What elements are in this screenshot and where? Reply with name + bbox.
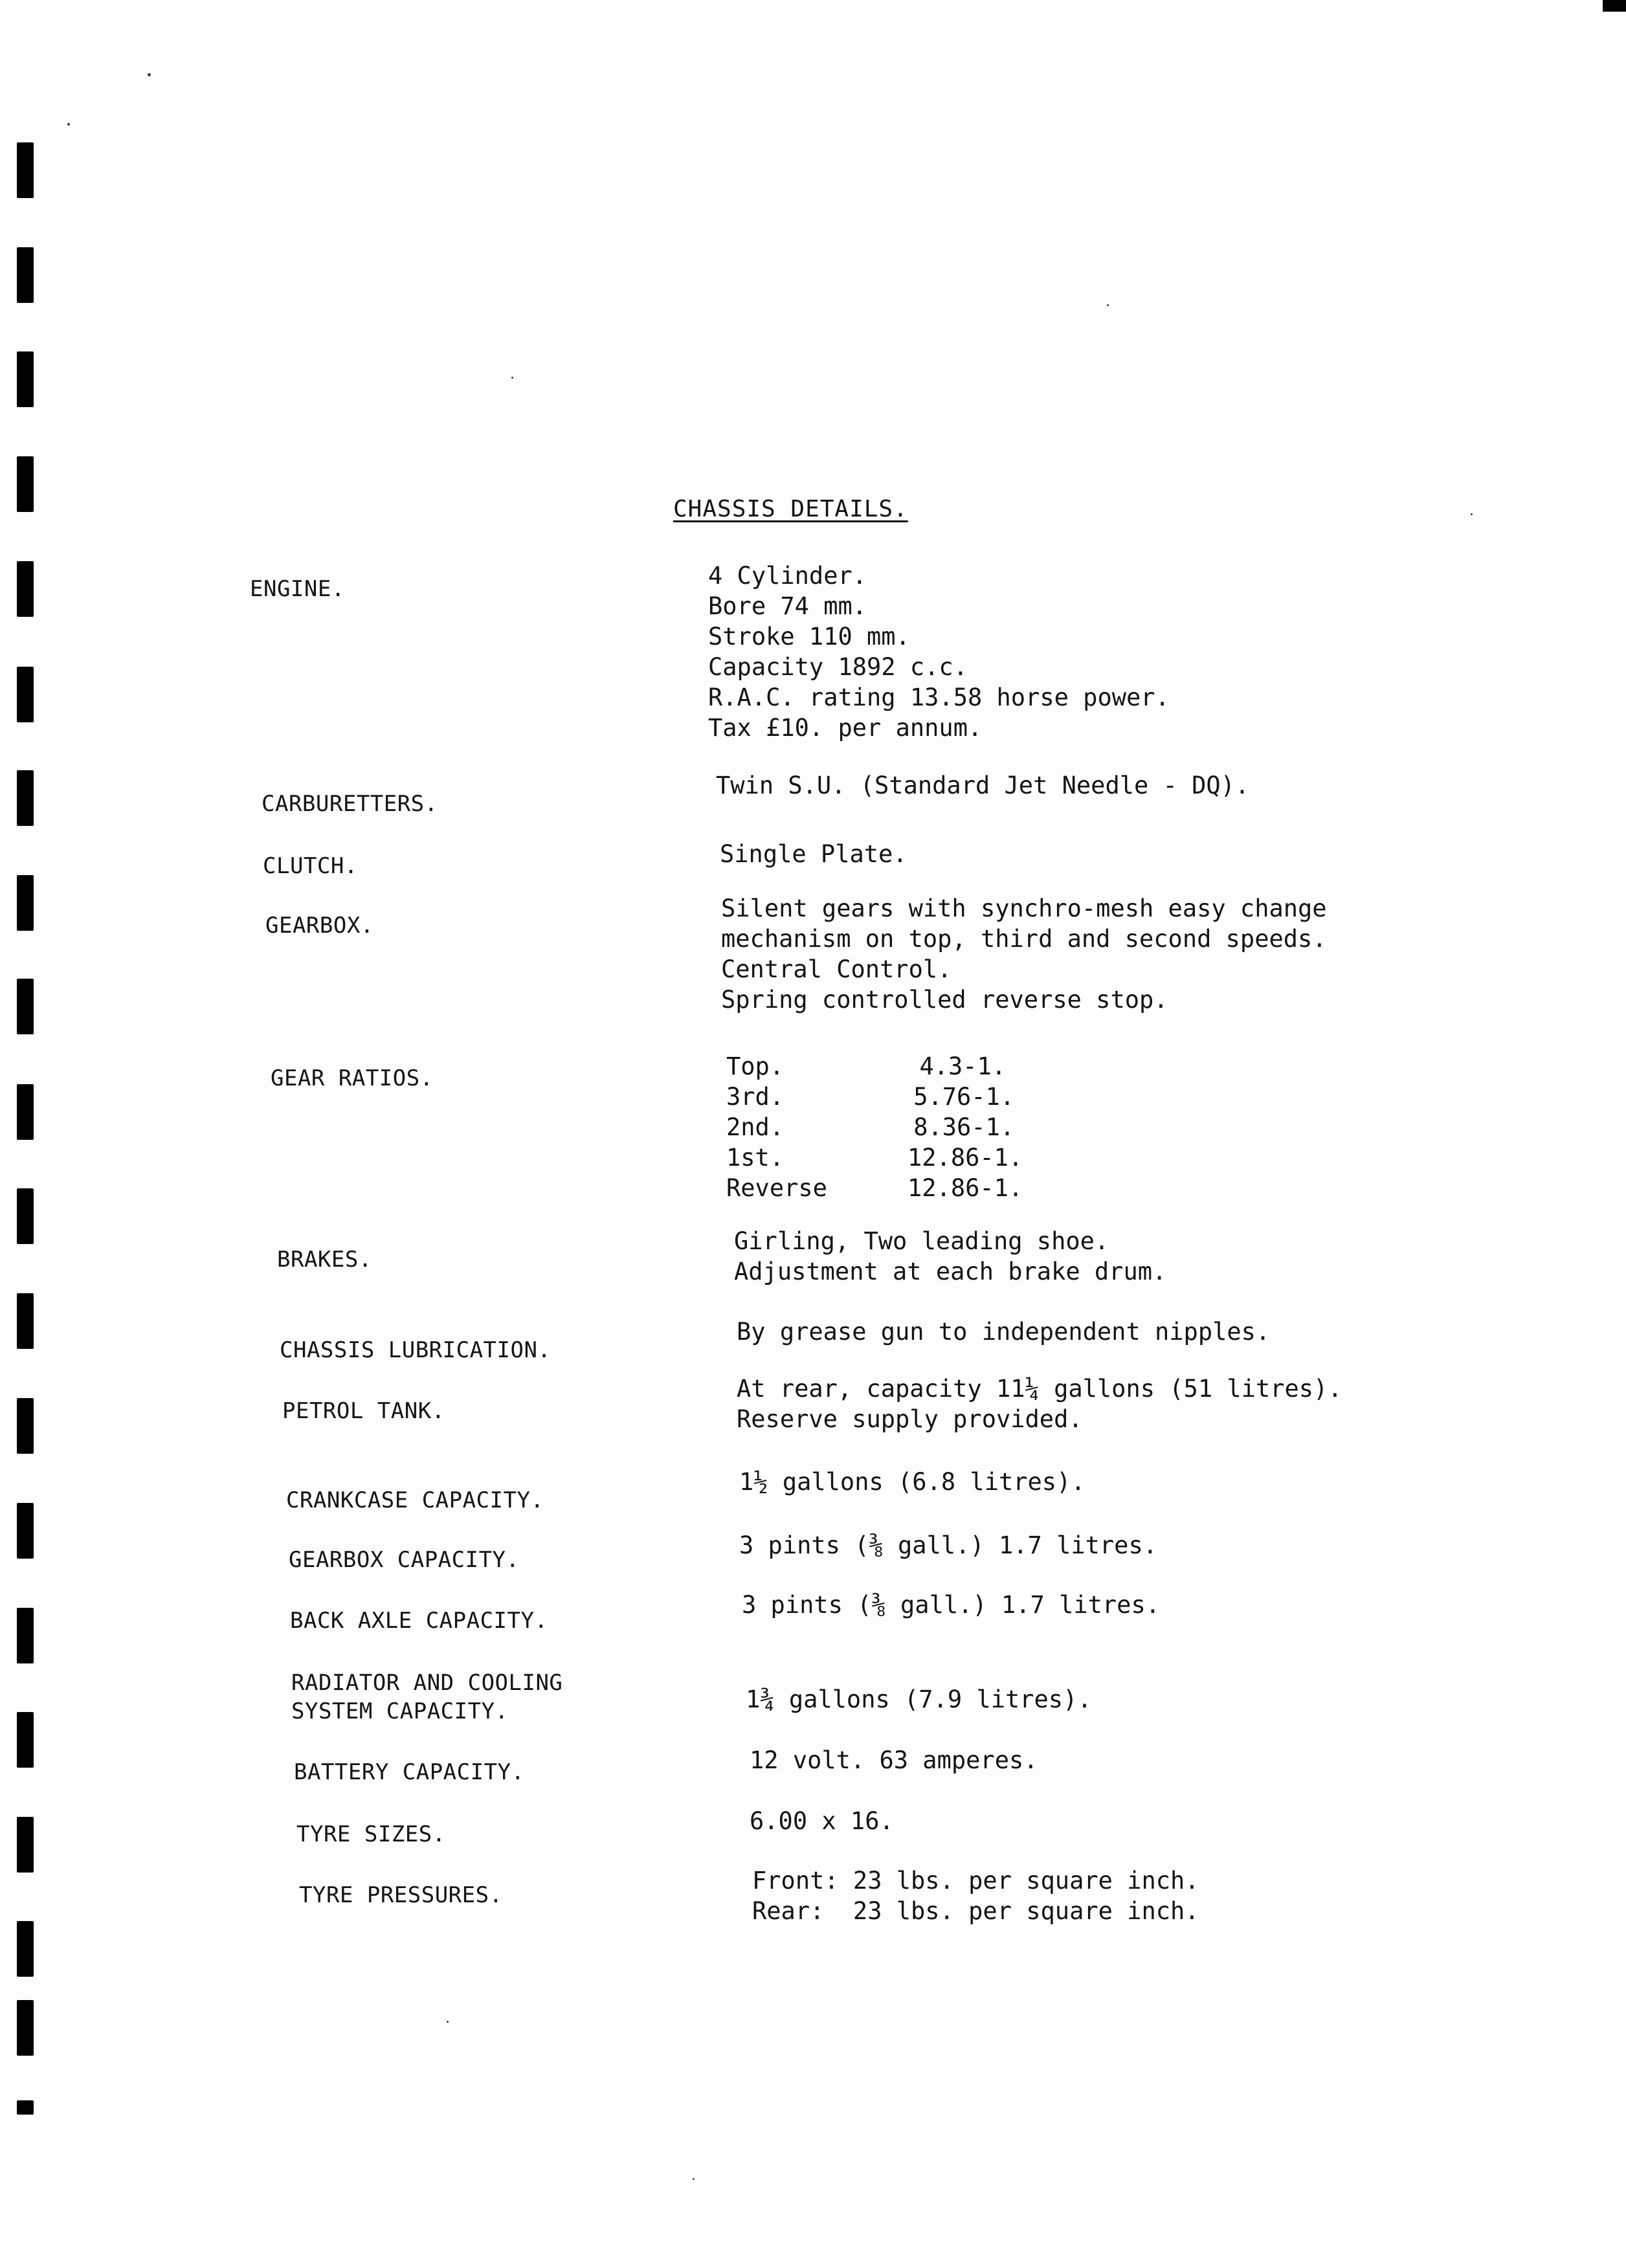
tyre-pressures-label: TYRE PRESSURES. — [299, 1882, 503, 1908]
binding-hole — [17, 1293, 34, 1349]
brakes-details — [734, 1226, 1166, 1287]
clutch-label: CLUTCH. — [263, 853, 358, 879]
gearbox-capacity-label: GEARBOX CAPACITY. — [289, 1547, 520, 1573]
binding-hole — [17, 1817, 34, 1873]
clutch-value: Single Plate. — [720, 840, 908, 868]
binding-hole — [17, 1712, 34, 1768]
gear-name: 1st. — [726, 1144, 785, 1172]
petrol-tank-label: PETROL TANK. — [282, 1398, 445, 1424]
speck — [511, 377, 513, 379]
engine-line: Stroke 110 mm. — [708, 623, 910, 650]
tyre-sizes-label: TYRE SIZES. — [296, 1821, 446, 1847]
gear-name: 2nd. — [726, 1113, 785, 1141]
chassis-lubrication-label: CHASSIS LUBRICATION. — [280, 1337, 551, 1363]
binding-hole — [17, 875, 34, 931]
engine-line: Capacity 1892 c.c. — [708, 653, 968, 681]
binding-hole — [17, 1608, 34, 1663]
petrol-tank-details — [737, 1373, 1342, 1434]
page-title: CHASSIS DETAILS. — [673, 496, 908, 522]
binding-hole — [17, 2100, 34, 2115]
chassis-lubrication-value: By grease gun to independent nipples. — [737, 1318, 1271, 1346]
gear-name: 3rd. — [726, 1083, 785, 1111]
speck — [447, 2021, 449, 2023]
radiator-capacity-value: 1¾ gallons (7.9 litres). — [746, 1685, 1092, 1713]
gearbox-line: Central Control. — [721, 955, 952, 983]
carburetters-label: CARBURETTERS. — [262, 791, 438, 817]
binding-hole — [17, 1503, 34, 1559]
binding-hole — [17, 142, 34, 198]
binding-hole — [17, 2000, 34, 2056]
gear-ratio: 4.3-1. — [919, 1052, 1007, 1080]
speck — [67, 123, 70, 126]
engine-line: Tax £10. per annum. — [708, 714, 983, 742]
binding-hole — [17, 561, 34, 617]
speck — [693, 2178, 695, 2180]
gear-ratio: 8.36-1. — [913, 1113, 1015, 1141]
tyre-pressures-details — [752, 1865, 1199, 1926]
binding-hole — [17, 247, 34, 303]
battery-capacity-value: 12 volt. 63 amperes. — [750, 1746, 1038, 1774]
brakes-label: BRAKES. — [277, 1247, 372, 1273]
tyre-pressure-line: Front: 23 lbs. per square inch. — [752, 1867, 1199, 1895]
radiator-label-line: RADIATOR AND COOLING — [291, 1670, 563, 1696]
gear-name: Reverse — [726, 1174, 827, 1202]
tyre-sizes-value: 6.00 x 16. — [750, 1807, 894, 1835]
gearbox-label: GEARBOX. — [265, 913, 374, 939]
battery-capacity-label: BATTERY CAPACITY. — [294, 1759, 525, 1785]
gear-ratio-row — [726, 1082, 1063, 1112]
binding-hole — [17, 1398, 34, 1454]
binding-hole — [17, 351, 34, 407]
tyre-pressure-line: Rear: 23 lbs. per square inch. — [752, 1897, 1199, 1925]
crankcase-capacity-label: CRANKCASE CAPACITY. — [286, 1487, 544, 1513]
binding-hole — [17, 770, 34, 826]
back-axle-capacity-label: BACK AXLE CAPACITY. — [290, 1608, 548, 1634]
corner-mark — [1603, 0, 1626, 12]
gear-ratio-row — [726, 1142, 1063, 1173]
binding-hole — [17, 1084, 34, 1140]
brakes-line: Girling, Two leading shoe. — [734, 1227, 1109, 1255]
gear-ratio: 5.76-1. — [913, 1083, 1015, 1111]
gearbox-capacity-value: 3 pints (⅜ gall.) 1.7 litres. — [739, 1531, 1158, 1559]
gear-ratio-row — [726, 1112, 1063, 1142]
binding-hole — [17, 979, 34, 1034]
radiator-capacity-label — [291, 1669, 562, 1726]
engine-line: R.A.C. rating 13.58 horse power. — [708, 684, 1170, 711]
engine-label: ENGINE. — [250, 576, 345, 602]
back-axle-capacity-value: 3 pints (⅜ gall.) 1.7 litres. — [742, 1591, 1161, 1619]
gear-ratio-row — [726, 1051, 1063, 1082]
crankcase-capacity-value: 1½ gallons (6.8 litres). — [739, 1468, 1086, 1496]
brakes-line: Adjustment at each brake drum. — [734, 1258, 1167, 1285]
binding-hole — [17, 667, 34, 722]
binding-hole — [17, 1921, 34, 1977]
gearbox-details — [721, 893, 1327, 1015]
gear-ratio-row — [726, 1173, 1063, 1203]
gearbox-line: Silent gears with synchro-mesh easy change — [721, 895, 1327, 922]
gearbox-line: mechanism on top, third and second speeds. — [721, 925, 1327, 953]
engine-line: Bore 74 mm. — [708, 592, 867, 620]
engine-details — [708, 561, 1170, 743]
binding-hole — [17, 456, 34, 512]
speck — [1471, 513, 1473, 515]
petrol-tank-line: Reserve supply provided. — [737, 1405, 1083, 1433]
binding-hole — [17, 1188, 34, 1244]
carburetters-value: Twin S.U. (Standard Jet Needle - DQ). — [716, 772, 1250, 799]
gearbox-line: Spring controlled reverse stop. — [721, 986, 1168, 1014]
petrol-tank-line: At rear, capacity 11¼ gallons (51 litres). — [737, 1375, 1342, 1403]
gear-ratio: 12.86-1. — [908, 1174, 1023, 1202]
radiator-label-line: SYSTEM CAPACITY. — [291, 1698, 509, 1724]
speck — [148, 73, 151, 76]
gear-name: Top. — [726, 1052, 785, 1080]
gear-ratio: 12.86-1. — [908, 1144, 1023, 1172]
speck — [1107, 304, 1109, 306]
binding-holes — [17, 0, 36, 2268]
gear-ratios-table — [726, 1051, 1063, 1203]
gear-ratios-label: GEAR RATIOS. — [271, 1065, 434, 1091]
engine-line: 4 Cylinder. — [708, 562, 867, 590]
